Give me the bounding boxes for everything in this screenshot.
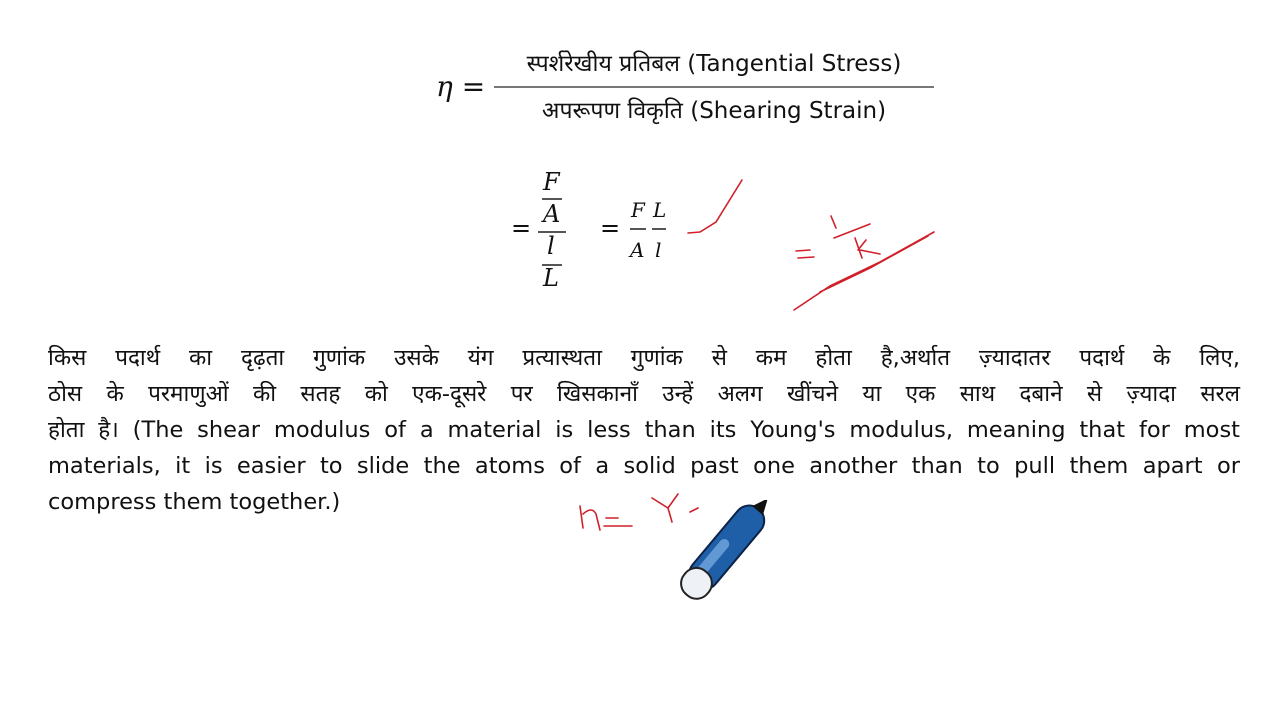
var-L: L bbox=[653, 198, 667, 222]
var-l: l bbox=[547, 232, 555, 260]
var-F: F bbox=[631, 198, 645, 222]
var-l: l bbox=[655, 238, 662, 262]
annotation-k bbox=[855, 238, 880, 258]
explanation-paragraph bbox=[48, 340, 1240, 520]
var-A: A bbox=[630, 238, 645, 262]
annotation-one bbox=[831, 216, 836, 228]
paragraph-line: compress them together.) bbox=[48, 489, 341, 515]
paragraph-line: किस पदार्थ का दृढ़ता गुणांक उसके यंग प्रत्यास्थता गुणांक से कम होता है,अर्थात ज़्यादातर पदार्थ के लिए, bbox=[48, 345, 1240, 371]
annotation-equals bbox=[796, 250, 814, 258]
equals-sign: = bbox=[511, 214, 532, 242]
var-F: F bbox=[543, 168, 560, 196]
paragraph-line: materials, it is easier to slide the atoms of a solid past one another than to pull them apart or bbox=[48, 453, 1240, 479]
equals-sign: = bbox=[600, 214, 621, 242]
denominator: अपरूपण विकृति (Shearing Strain) bbox=[541, 98, 887, 124]
numerator: स्पर्शरेखीय प्रतिबल (Tangential Stress) bbox=[526, 51, 902, 77]
equals-sign: = bbox=[461, 70, 486, 103]
var-L: L bbox=[543, 264, 559, 292]
eta: η bbox=[436, 70, 453, 103]
checkmark-stroke bbox=[688, 180, 742, 233]
var-A: A bbox=[543, 200, 561, 228]
annotation-fraction-bar bbox=[834, 224, 870, 238]
paragraph-line: होता है। (The shear modulus of a material is less than its Young's modulus, meaning that for most bbox=[48, 417, 1240, 443]
paragraph-line: ठोस के परमाणुओं की सतह को एक-दूसरे पर खिसकानाँ उन्हें अलग खींचने या एक साथ दबाने से ज़्यादा सरल bbox=[48, 381, 1240, 407]
